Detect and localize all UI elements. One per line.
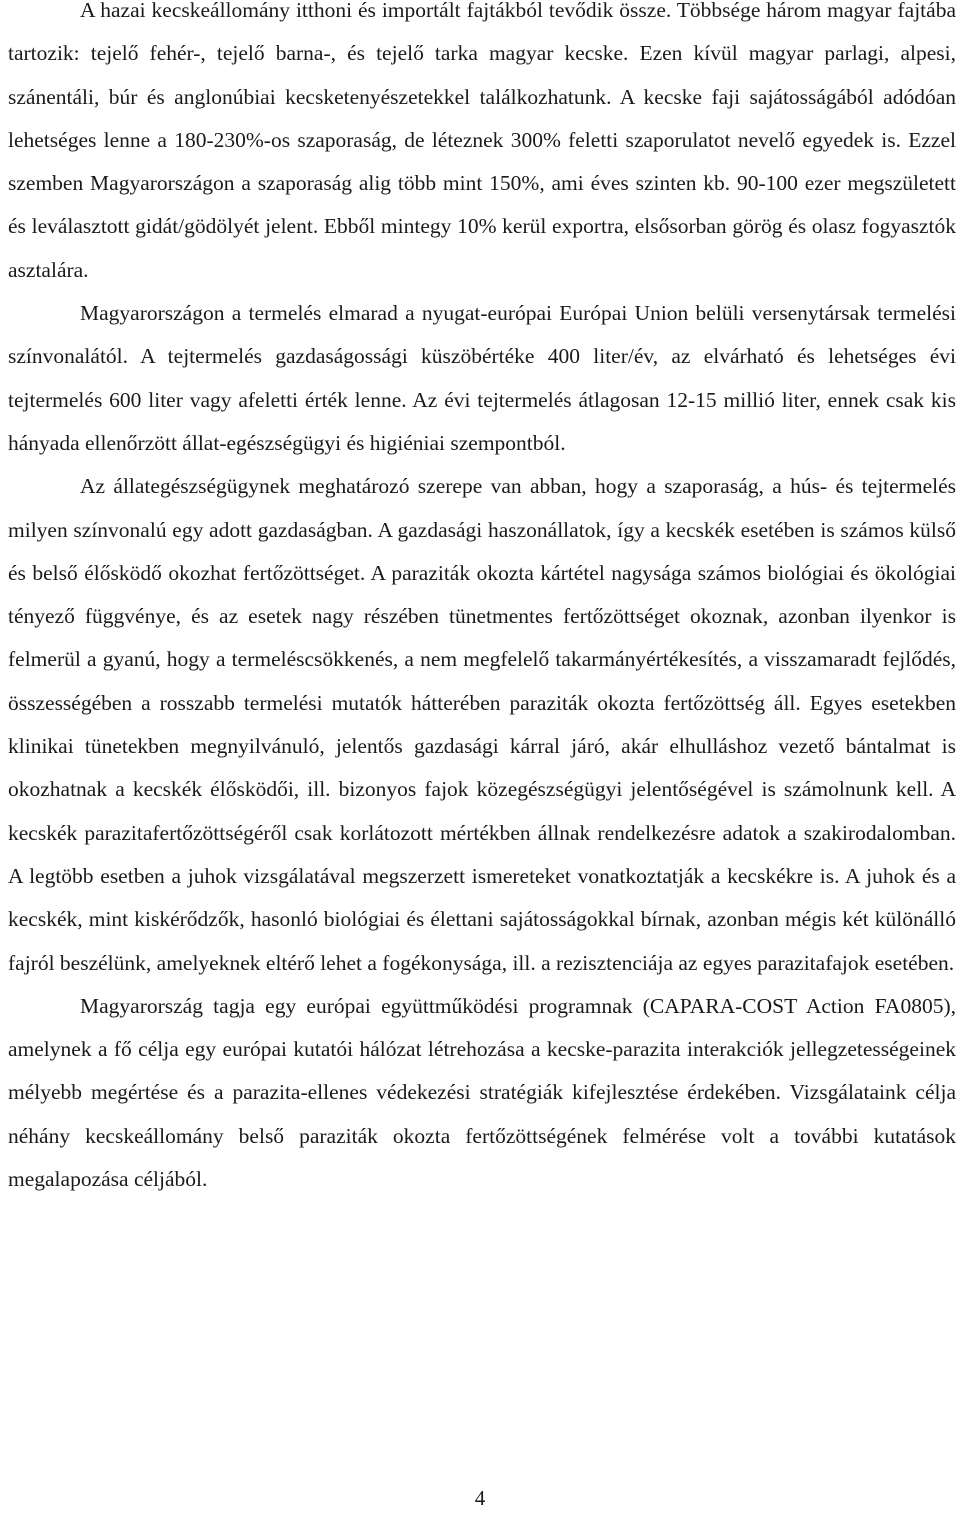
paragraph-capara-program: Magyarország tagja egy európai együttműködési programnak (CAPARA-COST Action FA0805), amelynek a fő célja egy európai kutatói hálózat létrehozása a kecske-parazita interakciók jellegzetességeinek mélyebb megértése és a parazita-ellenes védekezési stratégiák kifejlesztése érdekében. Vizsgálataink célja néhány kecskeállomány belső paraziták okozta fertőzöttségének felmérése volt a további kutatások megalapozása céljából. bbox=[8, 993, 956, 1192]
page-number: 4 bbox=[474, 1486, 486, 1510]
paragraph-goat-population: A hazai kecskeállomány itthoni és importált fajtákból tevődik össze. Többsége három magyar fajtába tartozik: tejelő fehér-, tejelő barna-, és tejelő tarka magyar kecske. Ezen kívül magyar parlagi, alpesi, szánentáli, búr és anglonúbiai kecsketenyészetekkel találkozhatunk. A kecske faji sajátosságából adódóan lehetséges lenne a 180-230%-os szaporaság, de léteznek 300% feletti szaporulatot nevelő egyedek is. Ezzel szemben Magyarországon a szaporaság alig több mint 150%, ami éves szinten kb. 90-100 ezer megszületett és leválasztott gidát/gödölyét jelent. Ebből mintegy 10% kerül exportra, elsősorban görög és olasz fogyasztók asztalára. bbox=[8, 0, 956, 282]
paragraph-production: Magyarországon a termelés elmarad a nyugat-európai Európai Union belüli versenytársak termelési színvonalától. A tejtermelés gazdaságossági küszöbértéke 400 liter/év, az elvárható és lehetséges évi tejtermelés 600 liter vagy afeletti érték lenne. Az évi tejtermelés átlagosan 12-15 millió liter, ennek csak kis hányada ellenőrzött állat-egészségügyi és higiéniai szempontból. bbox=[8, 301, 956, 455]
document-body bbox=[8, 0, 956, 1201]
paragraph-animal-health: Az állategészségügynek meghatározó szerepe van abban, hogy a szaporaság, a hús- és tejtermelés milyen színvonalú egy adott gazdaságban. A gazdasági haszonállatok, így a kecskék esetében is számos külső és belső élősködő okozhat fertőzöttséget. A paraziták okozta kártétel nagysága számos biológiai és ökológiai tényező függvénye, és az esetek nagy részében tünetmentes fertőzöttséget okoznak, azonban ilyenkor is felmerül a gyanú, hogy a termeléscsökkenés, a nem megfelelő takarmányértékesítés, a visszamaradt fejlődés, összességében a rosszabb termelési mutatók hátterében paraziták okozta fertőzöttség áll. Egyes esetekben klinikai tünetekben megnyilvánuló, jelentős gazdasági kárral járó, akár elhulláshoz vezető bántalmat is okozhatnak a kecskék élősködői, ill. bizonyos fajok közegészségügyi jelentőségével is számolnunk kell. A kecskék parazitafertőzöttségéről csak korlátozott mértékben állnak rendelkezésre adatok a szakirodalomban. A legtöbb esetben a juhok vizsgálatával megszerzett ismereteket vonatkoztatják a kecskékre is. A juhok és a kecskék, mint kiskérődzők, hasonló biológiai és élettani sajátosságokkal bírnak, azonban mégis két különálló fajról beszélünk, amelyeknek eltérő lehet a fogékonysága, ill. a rezisztenciája az egyes parazitafajok esetében. bbox=[8, 474, 956, 975]
